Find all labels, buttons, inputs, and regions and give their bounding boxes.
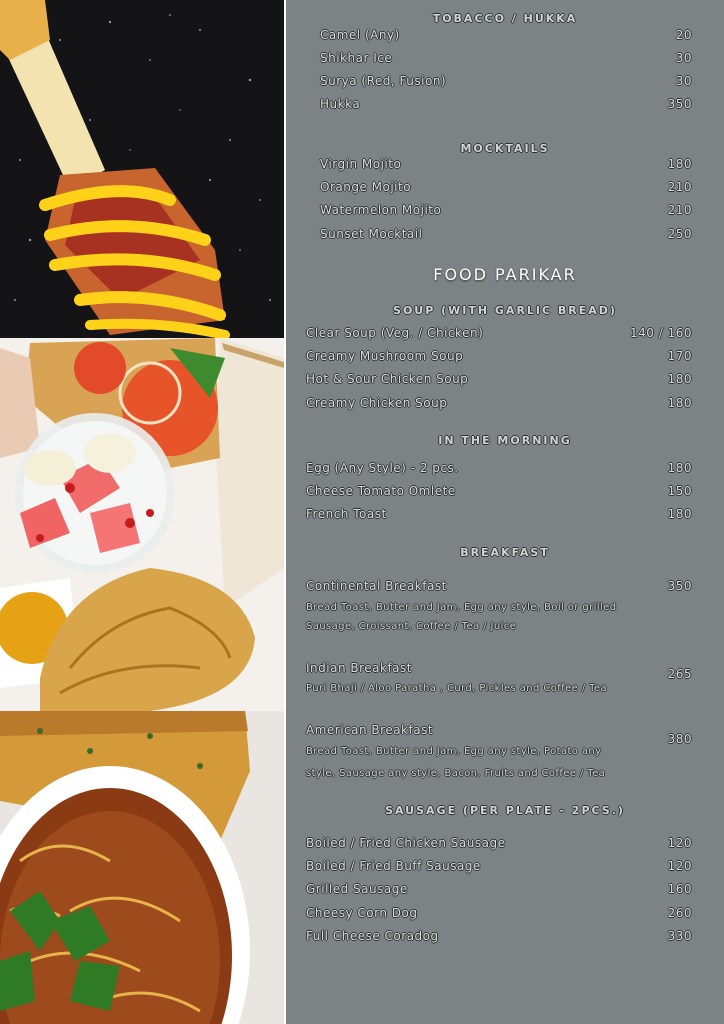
item-name: Orange Mojito — [320, 180, 412, 194]
menu-item — [306, 859, 692, 877]
item-price: 180 — [667, 461, 692, 475]
menu-item — [306, 929, 692, 947]
menu-item — [320, 157, 692, 175]
item-price: 380 — [667, 732, 692, 746]
menu-item — [306, 461, 692, 479]
item-price: 180 — [667, 507, 692, 521]
item-price: 20 — [675, 28, 692, 42]
item-description: Sausage, Croissant, Coffee / Tea / Juice — [306, 621, 517, 632]
menu-item — [306, 579, 692, 597]
menu-item — [306, 882, 692, 900]
item-price: 180 — [667, 396, 692, 410]
item-name: Continental Breakfast — [306, 579, 447, 593]
breakfast-heading: BREAKFAST — [460, 546, 550, 559]
item-name: Shikhar Ice — [320, 51, 393, 65]
item-price: 30 — [675, 74, 692, 88]
item-price: 250 — [667, 227, 692, 241]
item-price: 160 — [667, 882, 692, 896]
item-price: 30 — [675, 51, 692, 65]
menu-item — [306, 396, 692, 414]
menu-item — [306, 723, 692, 746]
item-description: style, Sausage any style, Bacon, Fruits and Coffee / Tea — [306, 768, 606, 779]
item-name: Boiled / Fried Chicken Sausage — [306, 836, 506, 850]
menu-item — [320, 180, 692, 198]
menu-item — [320, 51, 692, 69]
item-price: 180 — [667, 157, 692, 171]
soup-photo — [0, 711, 284, 1024]
item-price: 210 — [667, 203, 692, 217]
item-price: 170 — [667, 349, 692, 363]
menu-item — [320, 74, 692, 92]
corn-dog-photo — [0, 0, 284, 338]
item-price: 140 / 160 — [630, 326, 692, 340]
item-name: Hukka — [320, 97, 361, 111]
item-name: Full Cheese Coradog — [306, 929, 439, 943]
item-price: 350 — [667, 579, 692, 593]
menu-panel — [286, 0, 724, 1024]
item-price: 350 — [667, 97, 692, 111]
food-photo-column — [0, 0, 284, 1024]
menu-item — [306, 349, 692, 367]
menu-item — [320, 227, 692, 245]
breakfast-plate-photo — [0, 338, 284, 711]
soup-heading: SOUP (WITH GARLIC BREAD) — [393, 304, 617, 317]
item-name: Hot & Sour Chicken Soup — [306, 372, 469, 386]
item-name: Watermelon Mojito — [320, 203, 442, 217]
item-name: Clear Soup (Veg. / Chicken) — [306, 326, 484, 340]
item-name: Surya (Red, Fusion) — [320, 74, 447, 88]
menu-item — [306, 326, 692, 344]
mocktails-heading: MOCKTAILS — [460, 142, 550, 155]
item-name: French Toast — [306, 507, 387, 521]
menu-item — [306, 484, 692, 502]
item-name: Grilled Sausage — [306, 882, 408, 896]
menu-item — [320, 28, 692, 46]
item-name: Virgin Mojito — [320, 157, 402, 171]
item-description: Bread Toast, Butter and Jam, Egg any style, Potato any — [306, 746, 602, 757]
item-name: Egg (Any Style) - 2 pcs. — [306, 461, 459, 475]
item-price: 330 — [667, 929, 692, 943]
item-name: Creamy Mushroom Soup — [306, 349, 464, 363]
menu-item — [320, 203, 692, 221]
item-name: Sunset Mocktail — [320, 227, 423, 241]
item-name: Cheese Tomato Omlete — [306, 484, 456, 498]
menu-item — [306, 507, 692, 525]
menu-item — [306, 836, 692, 854]
item-price: 120 — [667, 836, 692, 850]
item-price: 180 — [667, 372, 692, 386]
sausage-heading: SAUSAGE (PER PLATE - 2PCS.) — [385, 804, 625, 817]
menu-item — [306, 906, 692, 924]
item-price: 260 — [667, 906, 692, 920]
item-description: Bread Toast, Butter and Jam, Egg any style, Boil or grilled — [306, 602, 617, 613]
item-price: 150 — [667, 484, 692, 498]
item-name: American Breakfast — [306, 723, 434, 737]
item-price: 210 — [667, 180, 692, 194]
item-name: Camel (Any) — [320, 28, 400, 42]
item-name: Indian Breakfast — [306, 661, 412, 675]
morning-heading: IN THE MORNING — [438, 434, 572, 447]
food-section-title: FOOD PARIKAR — [433, 265, 577, 284]
menu-item — [306, 372, 692, 390]
item-name: Cheesy Corn Dog — [306, 906, 418, 920]
item-name: Creamy Chicken Soup — [306, 396, 448, 410]
item-price: 120 — [667, 859, 692, 873]
item-name: Boiled / Fried Buff Sausage — [306, 859, 481, 873]
item-description: Puri Bhaji / Aloo Paratha , Curd, Pickles and Coffee / Tea — [306, 683, 607, 694]
tobacco-heading: TOBACCO / HUKKA — [432, 12, 578, 25]
menu-item — [320, 97, 692, 115]
item-price: 265 — [667, 667, 692, 681]
menu-item — [306, 661, 692, 679]
